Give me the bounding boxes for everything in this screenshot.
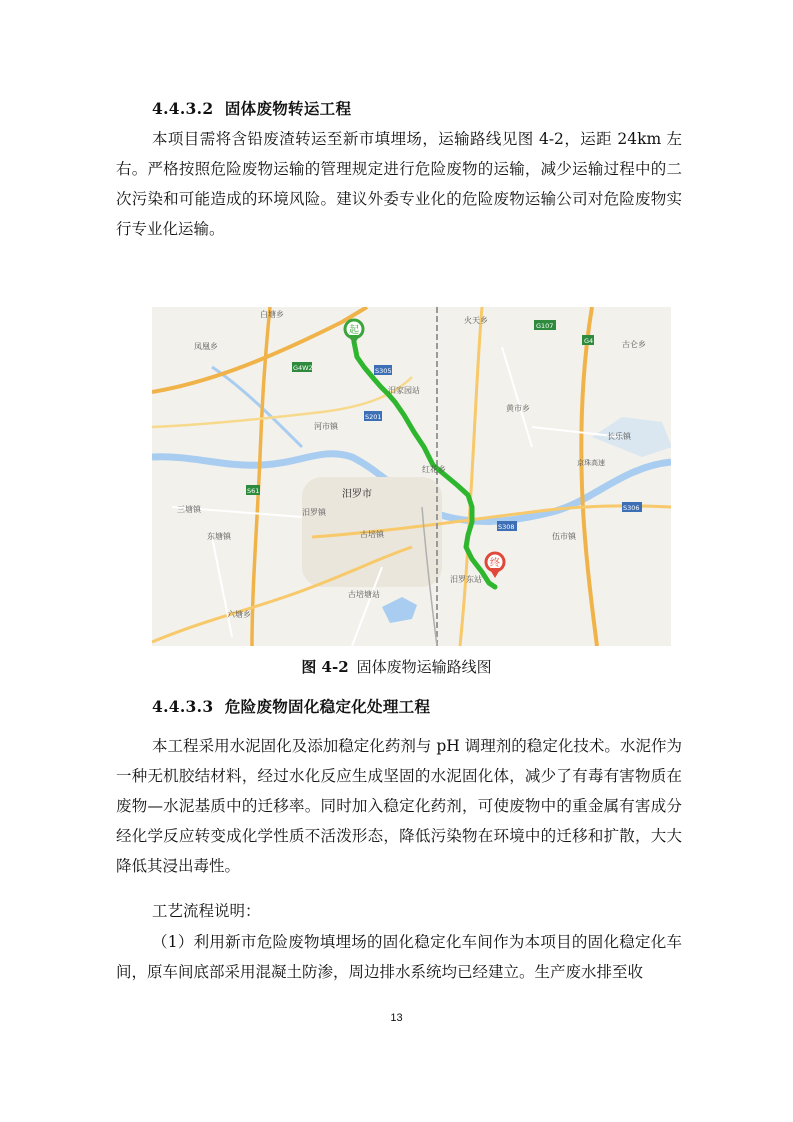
road-label: S201 — [365, 413, 382, 421]
page-number: 13 — [390, 1012, 403, 1024]
place-label: 红花乡 — [422, 465, 446, 474]
place-label: 古仑乡 — [622, 340, 646, 349]
place-label: 伍市镇 — [552, 532, 576, 541]
start-marker-label: 起 — [349, 325, 359, 336]
place-label: 古培塘站 — [348, 590, 380, 599]
end-marker-label: 终 — [490, 558, 500, 569]
place-label: 汨罗镇 — [302, 508, 326, 517]
place-label: 古培镇 — [360, 530, 384, 539]
heading-number: 4.4.3.3 — [152, 697, 214, 716]
place-label: 东塘镇 — [207, 532, 231, 541]
place-label: 凤凰乡 — [194, 342, 218, 351]
paragraph-stabilization: 本工程采用水泥固化及添加稳定化药剂与 pH 调理剂的稳定化技术。水泥作为一种无机胶结材料，经过水化反应生成坚固的水泥固化体，减少了有毒有害物质在废物—水泥基质中的迁移率。同时加入稳定化药剂，可使废物中的重金属有害成分经化学反应转变成化学性质不活泼形态，降低污染物在环境中的迁移和扩散，大大降低其浸出毒性。 — [116, 737, 682, 875]
road-label: G107 — [536, 322, 554, 330]
route-map — [152, 307, 671, 646]
place-label: 六塘乡 — [227, 610, 251, 619]
paragraph-process-title: 工艺流程说明： — [152, 902, 261, 920]
road-label: S306 — [623, 504, 640, 512]
place-label: 三塘镇 — [177, 505, 201, 514]
place-label: 火天乡 — [464, 316, 488, 325]
place-label: 汨罗东站 — [450, 575, 482, 584]
road-label: S308 — [498, 523, 515, 531]
place-label: 黄市乡 — [506, 404, 530, 413]
section-heading-4-4-3-3 — [152, 695, 430, 717]
place-label: 长乐镇 — [607, 432, 631, 441]
paragraph-transport: 本项目需将含铅废渣转运至新市填埋场，运输路线见图 4-2，运距 24km 左右。严格按照危险废物运输的管理规定进行危险废物的运输，减少运输过程中的二次污染和可能造成的环境风险。建议外委专业化的危险废物运输公司对危险废物实行专业化运输。 — [116, 130, 682, 238]
heading-text: 固体废物转运工程 — [224, 99, 352, 118]
place-label: 河市镇 — [314, 422, 338, 431]
road-label: S305 — [375, 367, 392, 375]
figure-caption — [0, 656, 793, 677]
place-label: 白塘乡 — [260, 310, 284, 319]
section-heading-4-4-3-2 — [152, 97, 351, 119]
road-label: G4W2 — [293, 364, 313, 372]
place-label: 京珠高速 — [577, 459, 605, 467]
figure-label: 图 4-2 — [301, 658, 349, 676]
place-label: 汨罗市 — [342, 489, 372, 500]
road-label: G4 — [584, 337, 594, 345]
heading-text: 危险废物固化稳定化处理工程 — [224, 697, 431, 716]
figure-caption-text: 固体废物运输路线图 — [356, 658, 492, 676]
paragraph-process-step-1: （1）利用新市危险废物填埋场的固化稳定化车间作为本项目的固化稳定化车间，原车间底部采用混凝土防渗，周边排水系统均已经建立。生产废水排至收 — [116, 933, 682, 981]
road-label: S61 — [247, 487, 260, 495]
place-label: 汨家园站 — [388, 386, 420, 395]
heading-number: 4.4.3.2 — [152, 99, 214, 118]
